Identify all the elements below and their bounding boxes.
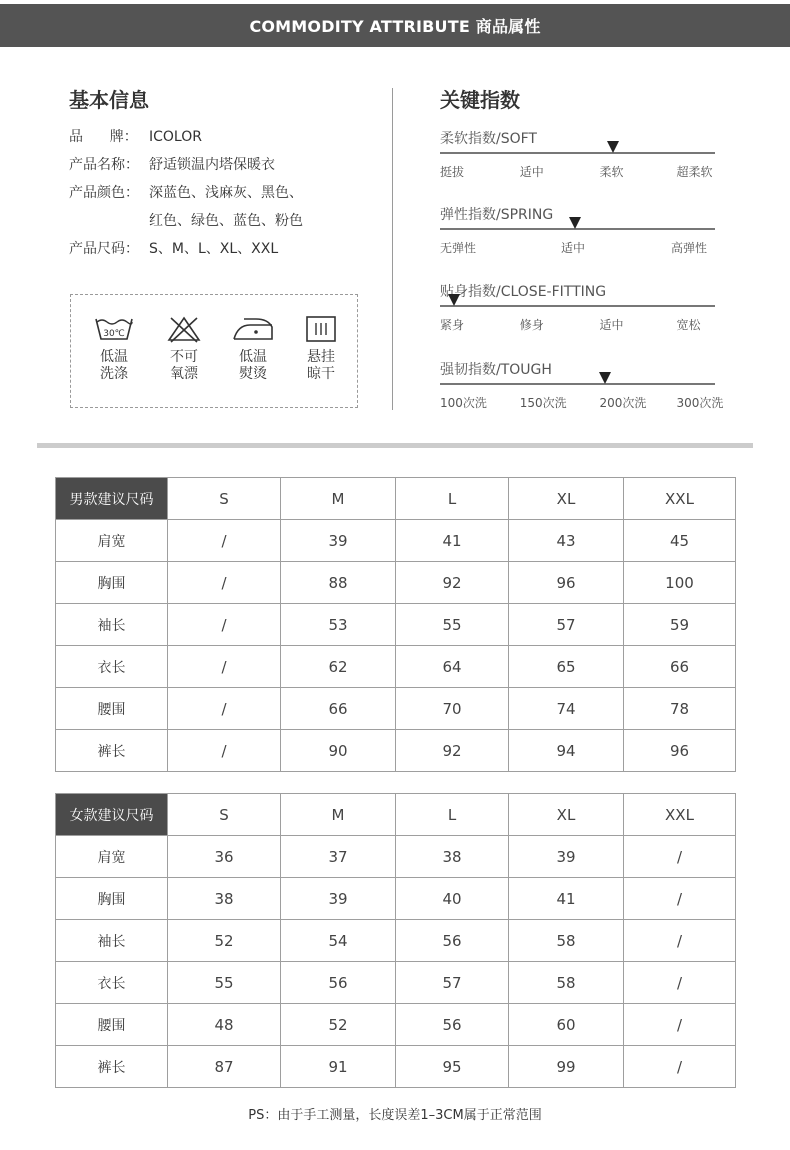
measurement-value-cell: 56 xyxy=(281,962,396,1004)
key-index-title: 关键指数 xyxy=(440,88,520,112)
mens-size-table xyxy=(55,477,736,772)
basic-info-title: 基本信息 xyxy=(69,88,149,112)
wash-30-icon xyxy=(94,315,134,343)
info-key: 产品颜色： xyxy=(69,185,139,201)
measurement-label-cell: 腰围 xyxy=(56,688,168,730)
measurement-value-cell: / xyxy=(624,1004,736,1046)
measurement-value-cell: 88 xyxy=(281,562,396,604)
index-tick-label: 适中 xyxy=(561,241,586,255)
measurement-value-cell: 48 xyxy=(168,1004,281,1046)
measurement-value-cell: 56 xyxy=(396,920,509,962)
measurement-label-cell: 袖长 xyxy=(56,604,168,646)
index-scale-title: 强韧指数/TOUGH xyxy=(440,362,552,378)
index-marker-icon xyxy=(607,141,619,153)
measurement-label-cell: 胸围 xyxy=(56,562,168,604)
measurement-value-cell: 90 xyxy=(281,730,396,772)
index-scale-title: 弹性指数/SPRING xyxy=(440,207,554,223)
measurement-value-cell: 41 xyxy=(509,878,624,920)
info-key: 产品名称： xyxy=(69,157,139,173)
measurement-value-cell: 96 xyxy=(509,562,624,604)
measurement-value-cell: 52 xyxy=(168,920,281,962)
table-header-row xyxy=(56,478,736,520)
measurement-label-cell: 袖长 xyxy=(56,920,168,962)
measurement-value-cell: 74 xyxy=(509,688,624,730)
measurement-value-cell: 54 xyxy=(281,920,396,962)
measurement-value-cell: 43 xyxy=(509,520,624,562)
measurement-value-cell: / xyxy=(624,836,736,878)
size-header-cell: S xyxy=(168,478,281,520)
measurement-value-cell: 96 xyxy=(624,730,736,772)
index-tick-label: 150次洗 xyxy=(519,396,567,410)
index-scale-title: 贴身指数/CLOSE-FITTING xyxy=(440,284,607,300)
measurement-value-cell: 94 xyxy=(509,730,624,772)
table-row xyxy=(56,520,736,562)
measurement-value-cell: 41 xyxy=(396,520,509,562)
measurement-value-cell: 57 xyxy=(509,604,624,646)
measurement-label-cell: 肩宽 xyxy=(56,836,168,878)
measurement-value-cell: 58 xyxy=(509,962,624,1004)
care-label-wash: 低温 洗涤 xyxy=(100,349,128,382)
measurement-value-cell: / xyxy=(624,1046,736,1088)
care-label-dry: 悬挂 晾干 xyxy=(307,349,335,382)
size-header-cell: L xyxy=(396,478,509,520)
measurement-value-cell: 92 xyxy=(396,562,509,604)
index-tick-label: 100次洗 xyxy=(440,396,487,410)
care-label-bleach: 不可 氧漂 xyxy=(170,349,198,382)
measurement-value-cell: 55 xyxy=(396,604,509,646)
table-row xyxy=(56,562,736,604)
table-row xyxy=(56,1004,736,1046)
size-header-cell: XXL xyxy=(624,794,736,836)
commodity-attribute-banner: COMMODITY ATTRIBUTE 商品属性 xyxy=(0,4,790,47)
table-row xyxy=(56,836,736,878)
measurement-value-cell: / xyxy=(624,962,736,1004)
no-bleach-icon xyxy=(166,315,202,343)
index-scale-line xyxy=(440,305,715,307)
size-header-cell: S xyxy=(168,794,281,836)
svg-text:30℃: 30℃ xyxy=(103,329,125,339)
measurement-value-cell: 92 xyxy=(396,730,509,772)
measurement-value-cell: 58 xyxy=(509,920,624,962)
measurement-value-cell: 39 xyxy=(281,878,396,920)
care-item-dry xyxy=(291,315,351,383)
measurement-value-cell: 91 xyxy=(281,1046,396,1088)
measurement-value-cell: 55 xyxy=(168,962,281,1004)
info-row xyxy=(69,238,278,258)
info-row xyxy=(69,126,202,146)
size-header-cell: M xyxy=(281,478,396,520)
care-label-iron: 低温 熨烫 xyxy=(239,349,267,382)
measurement-value-cell: 39 xyxy=(281,520,396,562)
size-header-cell: L xyxy=(396,794,509,836)
index-tick-label: 适中 xyxy=(599,318,624,332)
measurement-value-cell: 87 xyxy=(168,1046,281,1088)
index-tick-label: 紧身 xyxy=(440,318,465,332)
info-row xyxy=(69,182,303,202)
measurement-value-cell: 59 xyxy=(624,604,736,646)
measurement-value-cell: 40 xyxy=(396,878,509,920)
measurement-value-cell: / xyxy=(168,688,281,730)
index-tick-label: 高弹性 xyxy=(671,241,708,255)
care-instructions-box xyxy=(70,294,358,408)
info-value: 舒适锁温内塔保暖衣 xyxy=(149,157,275,173)
table-header-row xyxy=(56,794,736,836)
measurement-value-cell: 37 xyxy=(281,836,396,878)
table-row xyxy=(56,1046,736,1088)
measurement-label-cell: 肩宽 xyxy=(56,520,168,562)
measurement-value-cell: 36 xyxy=(168,836,281,878)
measurement-value-cell: / xyxy=(168,730,281,772)
measurement-value-cell: 39 xyxy=(509,836,624,878)
table-title-cell: 女款建议尺码 xyxy=(56,794,168,836)
measurement-value-cell: 70 xyxy=(396,688,509,730)
care-item-iron xyxy=(223,315,283,383)
index-scale-line xyxy=(440,383,715,385)
measurement-value-cell: / xyxy=(168,562,281,604)
measurement-value-cell: 62 xyxy=(281,646,396,688)
measurement-value-cell: / xyxy=(168,646,281,688)
size-header-cell: XL xyxy=(509,478,624,520)
info-value: 深蓝色、浅麻灰、黑色、 xyxy=(149,185,303,201)
measurement-value-cell: 60 xyxy=(509,1004,624,1046)
measurement-value-cell: / xyxy=(624,878,736,920)
measurement-value-cell: 78 xyxy=(624,688,736,730)
section-separator xyxy=(37,443,753,448)
index-tick-label: 适中 xyxy=(519,165,544,179)
measurement-value-cell: 45 xyxy=(624,520,736,562)
index-marker-icon xyxy=(448,294,460,306)
measurement-note: PS：由于手工测量，长度误差1–3CM属于正常范围 xyxy=(248,1108,542,1123)
index-tick-label: 300次洗 xyxy=(676,396,724,410)
table-row xyxy=(56,730,736,772)
info-row xyxy=(69,154,275,174)
info-key: 品 牌： xyxy=(69,129,138,145)
info-key: 产品尺码： xyxy=(69,241,139,257)
index-marker-icon xyxy=(569,217,581,229)
measurement-label-cell: 裤长 xyxy=(56,730,168,772)
info-row xyxy=(69,210,303,230)
table-row xyxy=(56,604,736,646)
index-tick-label: 柔软 xyxy=(599,165,624,179)
index-tick-label: 200次洗 xyxy=(599,396,647,410)
info-value: ICOLOR xyxy=(149,129,202,145)
index-tick-label: 无弹性 xyxy=(440,241,477,255)
size-header-cell: XXL xyxy=(624,478,736,520)
size-header-cell: XL xyxy=(509,794,624,836)
index-tick-label: 宽松 xyxy=(676,318,701,332)
measurement-value-cell: / xyxy=(624,920,736,962)
index-marker-icon xyxy=(599,372,611,384)
table-row xyxy=(56,920,736,962)
measurement-value-cell: 64 xyxy=(396,646,509,688)
index-scale-line xyxy=(440,152,715,154)
index-tick-label: 修身 xyxy=(519,318,544,332)
index-tick-label: 挺拔 xyxy=(440,165,465,179)
measurement-label-cell: 裤长 xyxy=(56,1046,168,1088)
measurement-value-cell: 95 xyxy=(396,1046,509,1088)
table-row xyxy=(56,646,736,688)
table-row xyxy=(56,878,736,920)
measurement-value-cell: / xyxy=(168,520,281,562)
measurement-value-cell: 57 xyxy=(396,962,509,1004)
measurement-value-cell: 52 xyxy=(281,1004,396,1046)
measurement-value-cell: 66 xyxy=(281,688,396,730)
measurement-value-cell: 56 xyxy=(396,1004,509,1046)
info-value: S、M、L、XL、XXL xyxy=(149,241,279,257)
index-scale-title: 柔软指数/SOFT xyxy=(440,131,537,147)
measurement-value-cell: 99 xyxy=(509,1046,624,1088)
measurement-value-cell: 65 xyxy=(509,646,624,688)
table-row xyxy=(56,962,736,1004)
measurement-value-cell: 38 xyxy=(396,836,509,878)
measurement-label-cell: 衣长 xyxy=(56,962,168,1004)
size-header-cell: M xyxy=(281,794,396,836)
info-value: 红色、绿色、蓝色、粉色 xyxy=(149,213,303,229)
index-tick-label: 超柔软 xyxy=(676,165,713,179)
care-item-bleach xyxy=(154,315,214,383)
measurement-label-cell: 衣长 xyxy=(56,646,168,688)
hang-dry-icon xyxy=(305,315,337,343)
table-title-cell: 男款建议尺码 xyxy=(56,478,168,520)
measurement-label-cell: 腰围 xyxy=(56,1004,168,1046)
measurement-value-cell: 100 xyxy=(624,562,736,604)
low-iron-icon xyxy=(232,315,274,343)
measurement-value-cell: / xyxy=(168,604,281,646)
measurement-value-cell: 38 xyxy=(168,878,281,920)
measurement-label-cell: 胸围 xyxy=(56,878,168,920)
measurement-value-cell: 53 xyxy=(281,604,396,646)
care-item-wash xyxy=(84,315,144,383)
womens-size-table xyxy=(55,793,736,1088)
table-row xyxy=(56,688,736,730)
vertical-divider xyxy=(392,88,393,410)
measurement-value-cell: 66 xyxy=(624,646,736,688)
